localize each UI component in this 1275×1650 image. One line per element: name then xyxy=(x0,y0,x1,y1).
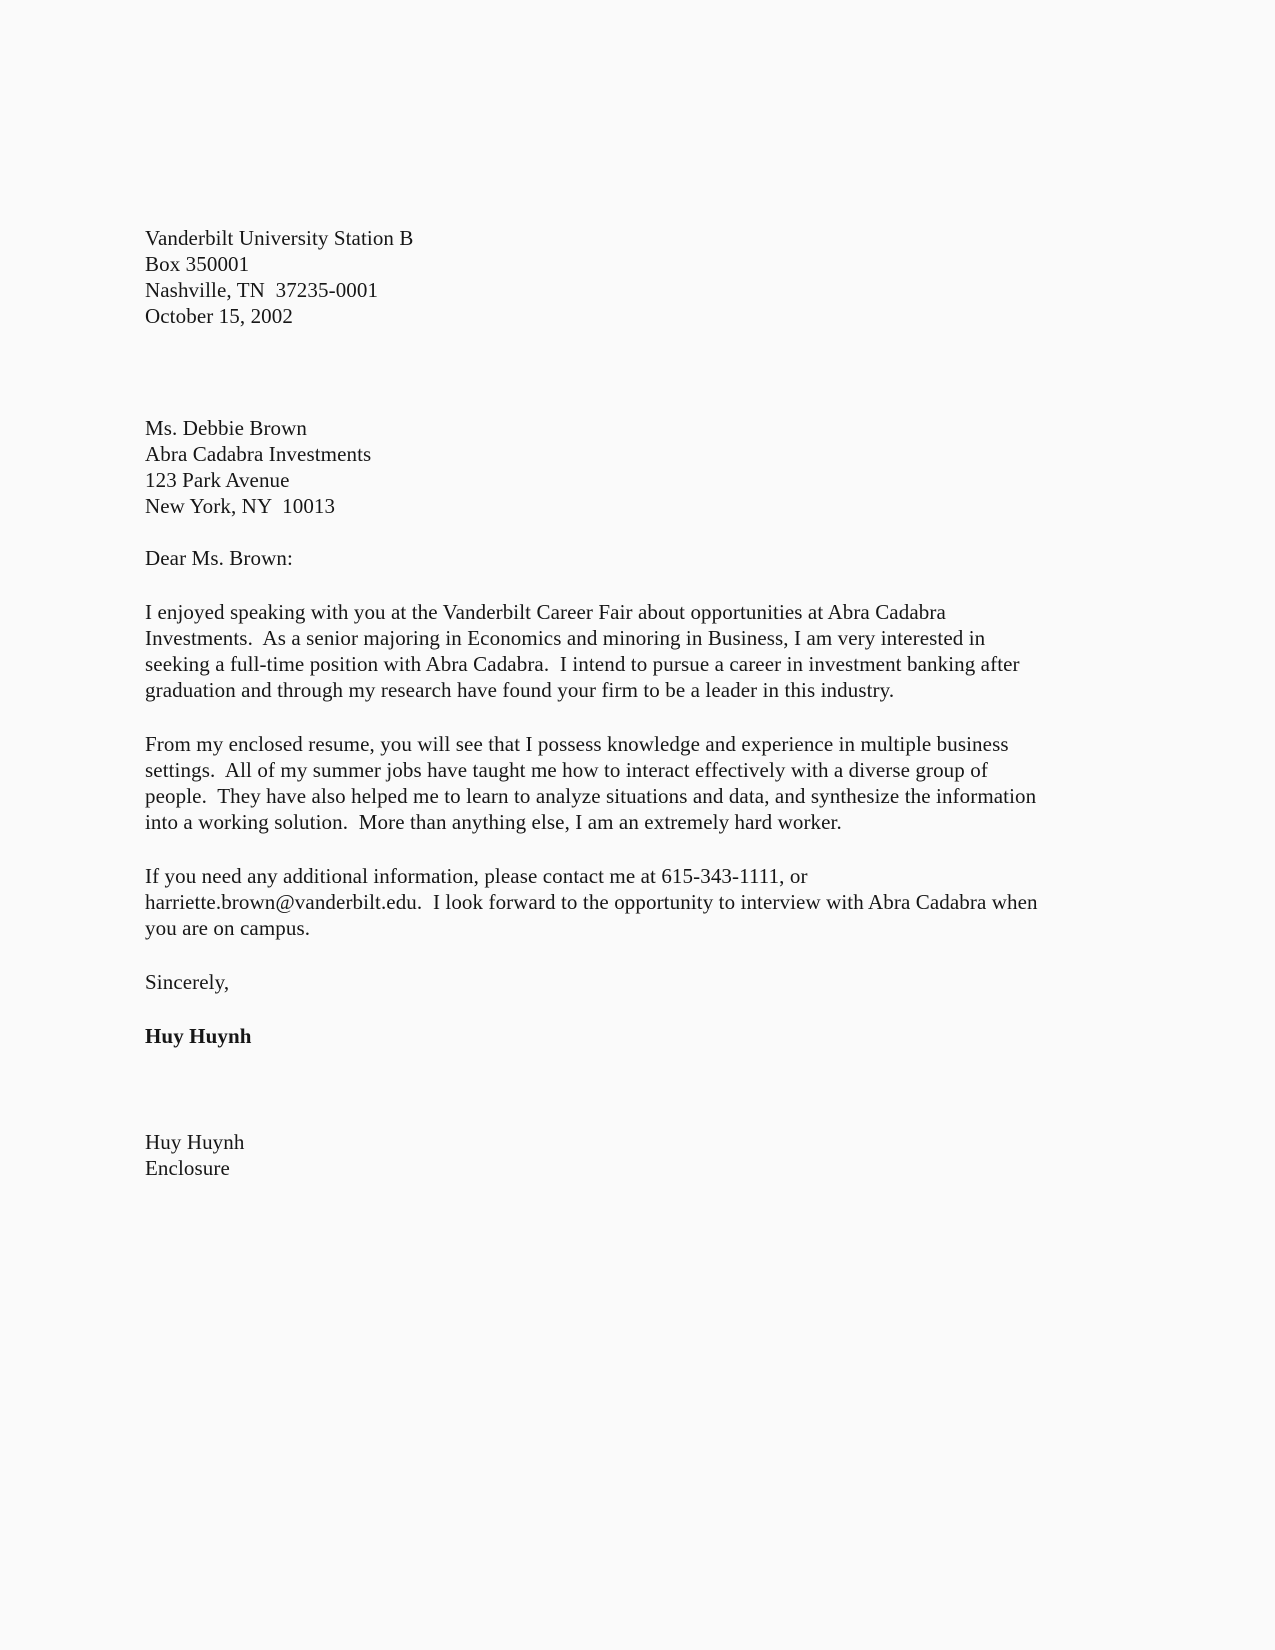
signature-name-bold xyxy=(145,1023,1105,1049)
enclosure-line: Enclosure xyxy=(145,1156,230,1180)
closing-line: Sincerely, xyxy=(145,970,230,994)
signature-bold-line: Huy Huynh xyxy=(145,1024,252,1048)
body-paragraph-2 xyxy=(145,731,1105,835)
recipient-name-line: Ms. Debbie Brown xyxy=(145,416,308,440)
paragraph-line: If you need any additional information, please contact me at 615-343-1111, or xyxy=(145,864,808,888)
paragraph-line: people. They have also helped me to learn to analyze situations and data, and synthesize the information xyxy=(145,784,1037,808)
paragraph-line: I enjoyed speaking with you at the Vanderbilt Career Fair about opportunities at Abra Cadabra xyxy=(145,600,946,624)
sender-address-block xyxy=(145,225,1105,329)
salutation-line: Dear Ms. Brown: xyxy=(145,546,293,570)
letter-content xyxy=(145,225,1105,1181)
recipient-city-line: New York, NY 10013 xyxy=(145,494,336,518)
typed-signature-block xyxy=(145,1129,1105,1181)
salutation xyxy=(145,545,1105,571)
typed-name-line: Huy Huynh xyxy=(145,1130,245,1154)
paragraph-line: into a working solution. More than anything else, I am an extremely hard worker. xyxy=(145,810,842,834)
paragraph-line: settings. All of my summer jobs have taught me how to interact effectively with a diverse group of xyxy=(145,758,988,782)
body-paragraph-1 xyxy=(145,599,1105,703)
recipient-address-block xyxy=(145,415,1105,519)
date-line: October 15, 2002 xyxy=(145,304,293,328)
paragraph-line: From my enclosed resume, you will see that I possess knowledge and experience in multiple business xyxy=(145,732,1009,756)
paragraph-line: Investments. As a senior majoring in Economics and minoring in Business, I am very interested in xyxy=(145,626,986,650)
recipient-company-line: Abra Cadabra Investments xyxy=(145,442,372,466)
sender-line-3: Nashville, TN 37235-0001 xyxy=(145,278,379,302)
body-paragraph-3 xyxy=(145,863,1105,941)
recipient-street-line: 123 Park Avenue xyxy=(145,468,290,492)
paragraph-line: graduation and through my research have found your firm to be a leader in this industry. xyxy=(145,678,895,702)
paragraph-line: harriette.brown@vanderbilt.edu. I look forward to the opportunity to interview with Abra Cadabra when xyxy=(145,890,1038,914)
paragraph-line: seeking a full-time position with Abra Cadabra. I intend to pursue a career in investment banking after xyxy=(145,652,1020,676)
sender-line-1: Vanderbilt University Station B xyxy=(145,226,414,250)
sender-line-2: Box 350001 xyxy=(145,252,250,276)
paragraph-line: you are on campus. xyxy=(145,916,311,940)
closing xyxy=(145,969,1105,995)
